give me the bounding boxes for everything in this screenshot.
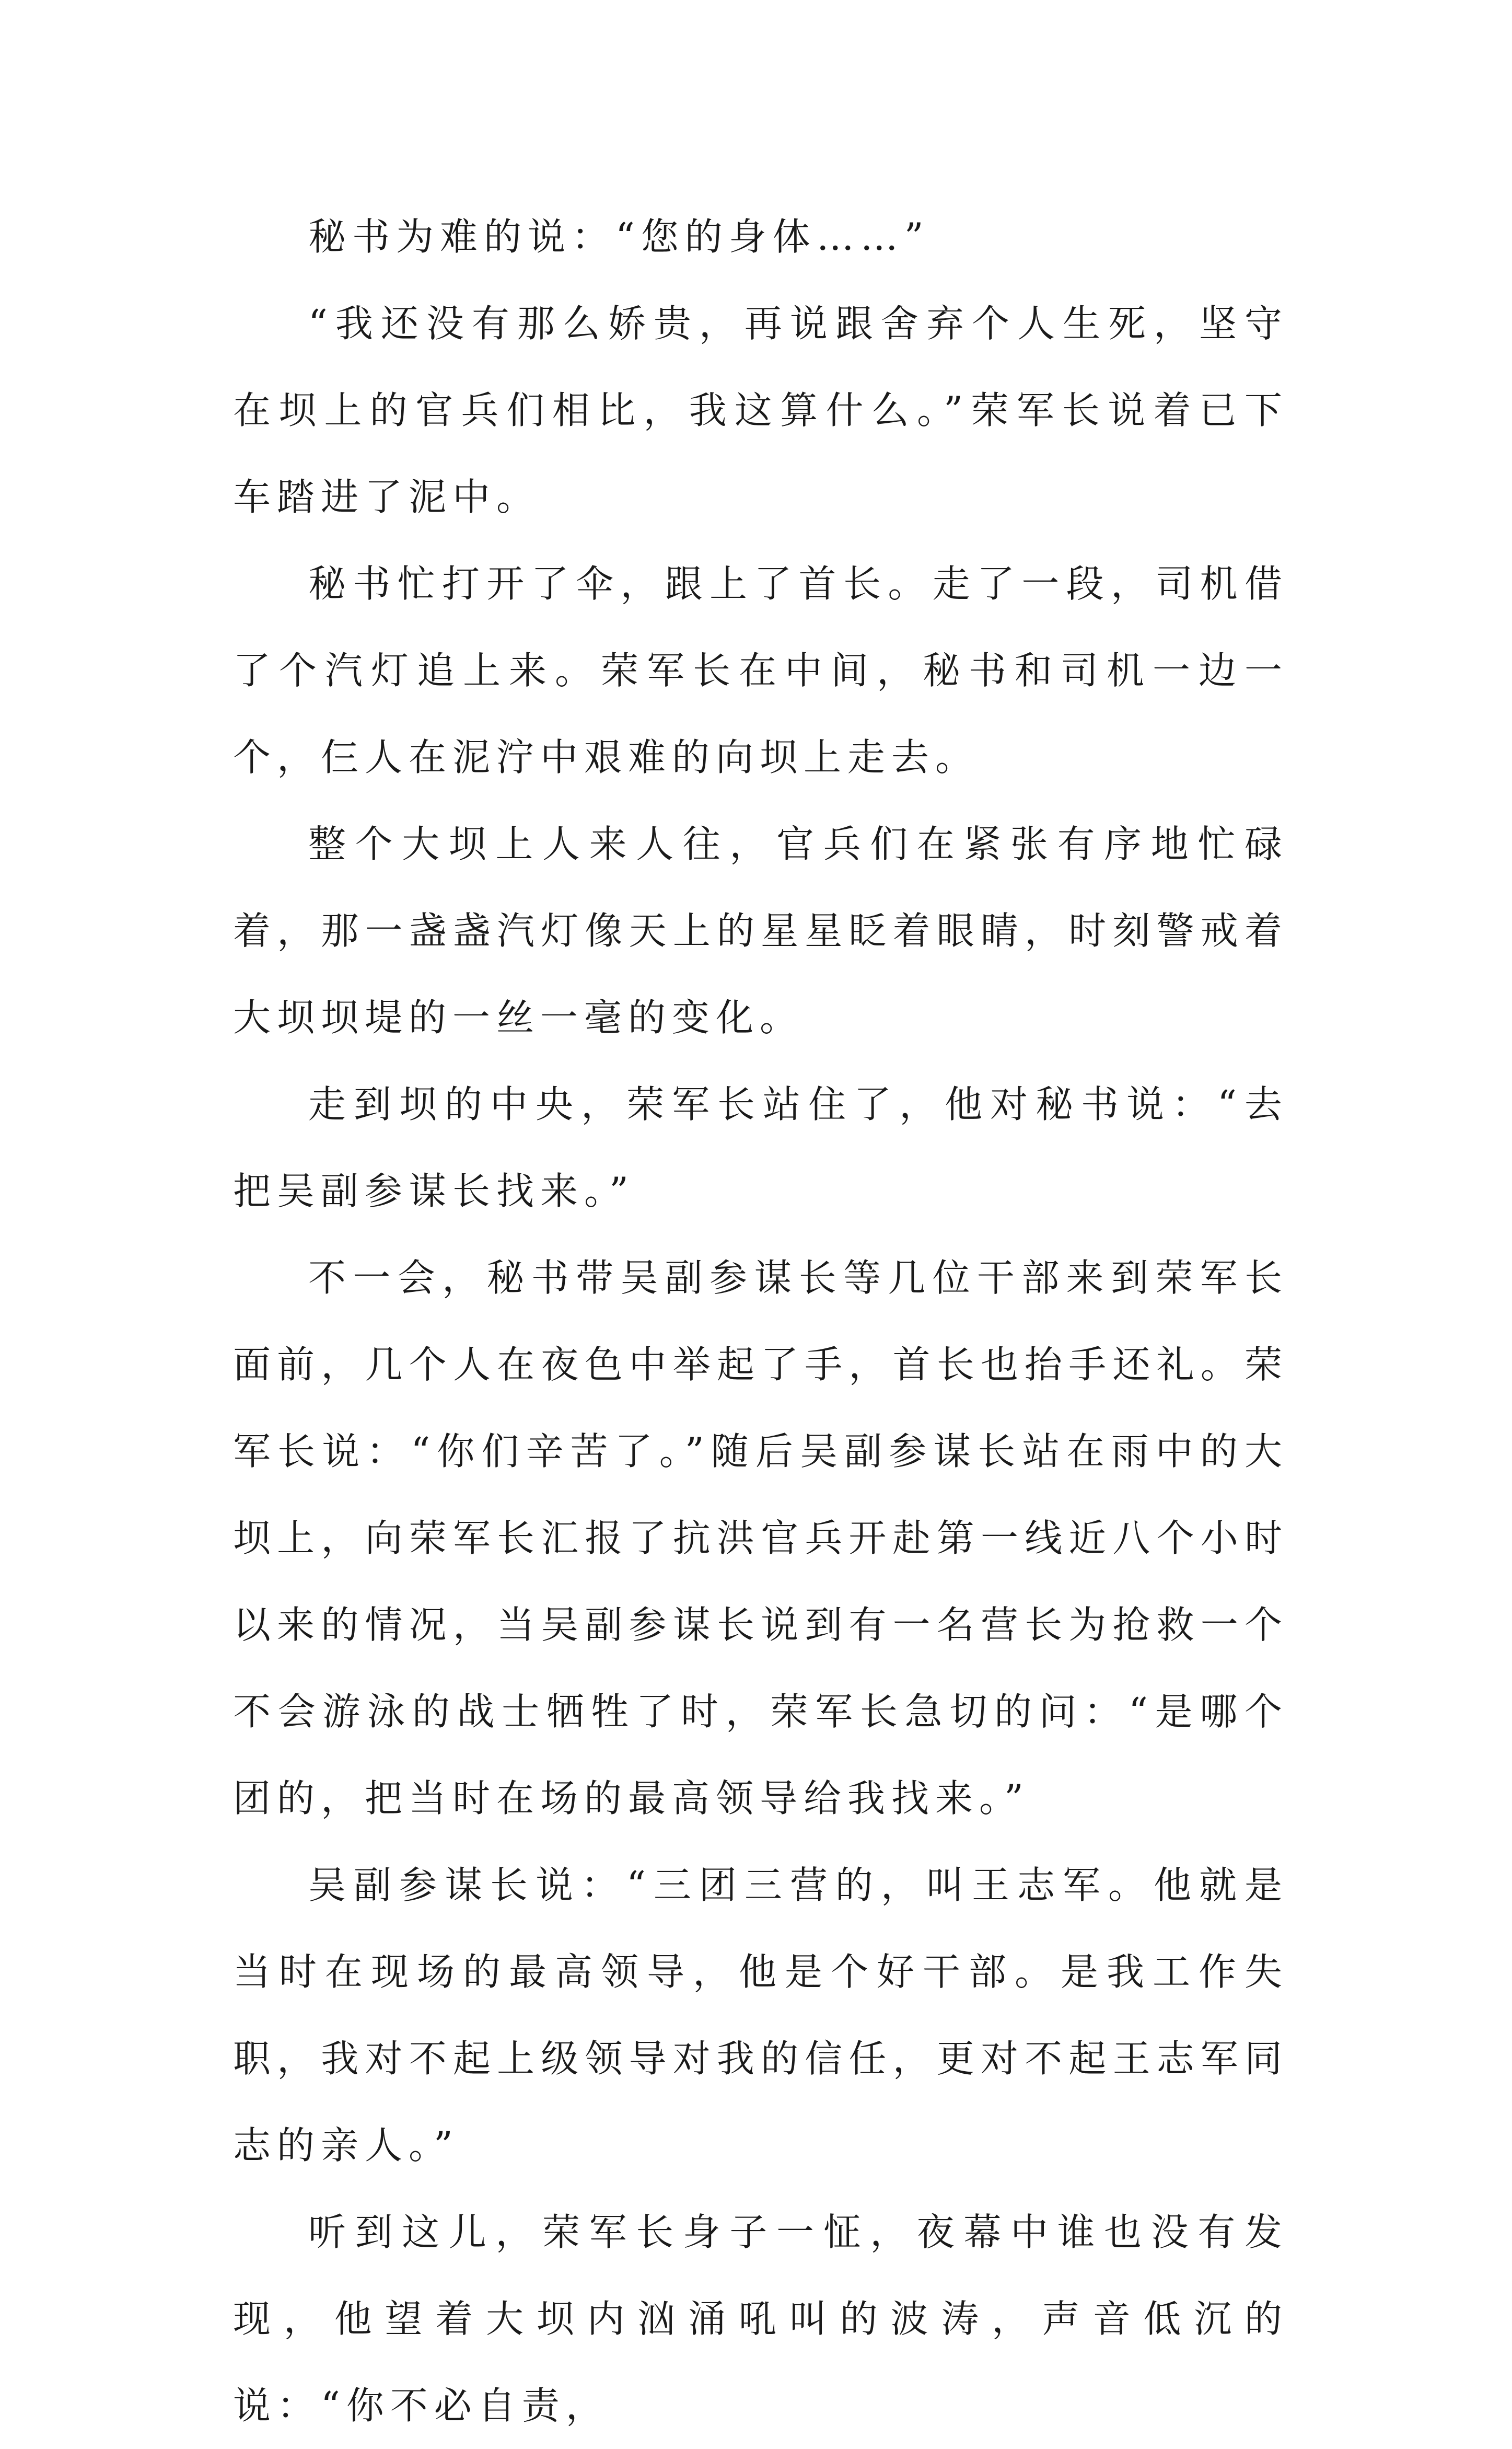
paragraph: 吴副参谋长说：“三团三营的，叫王志军。他就是当时在现场的最高领导，他是个好干部。是我工作失职，我对不起上级领导对我的信任，更对不起王志军同志的亲人。” [233,1863,1288,2167]
paragraph: 秘书忙打开了伞，跟上了首长。走了一段，司机借了个汽灯追上来。荣军长在中间，秘书和司机一边一个，仨人在泥泞中艰难的向坝上走去。 [233,562,1288,779]
paragraph: 整个大坝上人来人往，官兵们在紧张有序地忙碌着，那一盏盏汽灯像天上的星星眨着眼睛，时刻警戒着大坝坝堤的一丝一毫的变化。 [233,822,1288,1039]
body-text [233,193,1288,2449]
paragraph: “我还没有那么娇贵，再说跟舍弃个人生死，坚守在坝上的官兵们相比，我这算什么。”荣军长说着已下车踏进了泥中。 [233,302,1288,519]
paragraph: 走到坝的中央，荣军长站住了，他对秘书说：“去把吴副参谋长找来。” [233,1082,1288,1213]
paragraph: 听到这儿，荣军长身子一怔，夜幕中谁也没有发现，他望着大坝内汹涌吼叫的波涛，声音低沉的说：“你不必自责， [233,2210,1288,2428]
paragraph: 秘书为难的说：“您的身体……” [308,215,930,259]
paragraph: 不一会，秘书带吴副参谋长等几位干部来到荣军长面前，几个人在夜色中举起了手，首长也抬手还礼。荣军长说：“你们辛苦了。”随后吴副参谋长站在雨中的大坝上，向荣军长汇报了抗洪官兵开赴第一线近八个小时以来的情况，当吴副参谋长说到有一名营长为抢救一个不会游泳的战士牺牲了时，荣军长急切的问：“是哪个团的，把当时在场的最高领导给我找来。” [233,1256,1288,1820]
